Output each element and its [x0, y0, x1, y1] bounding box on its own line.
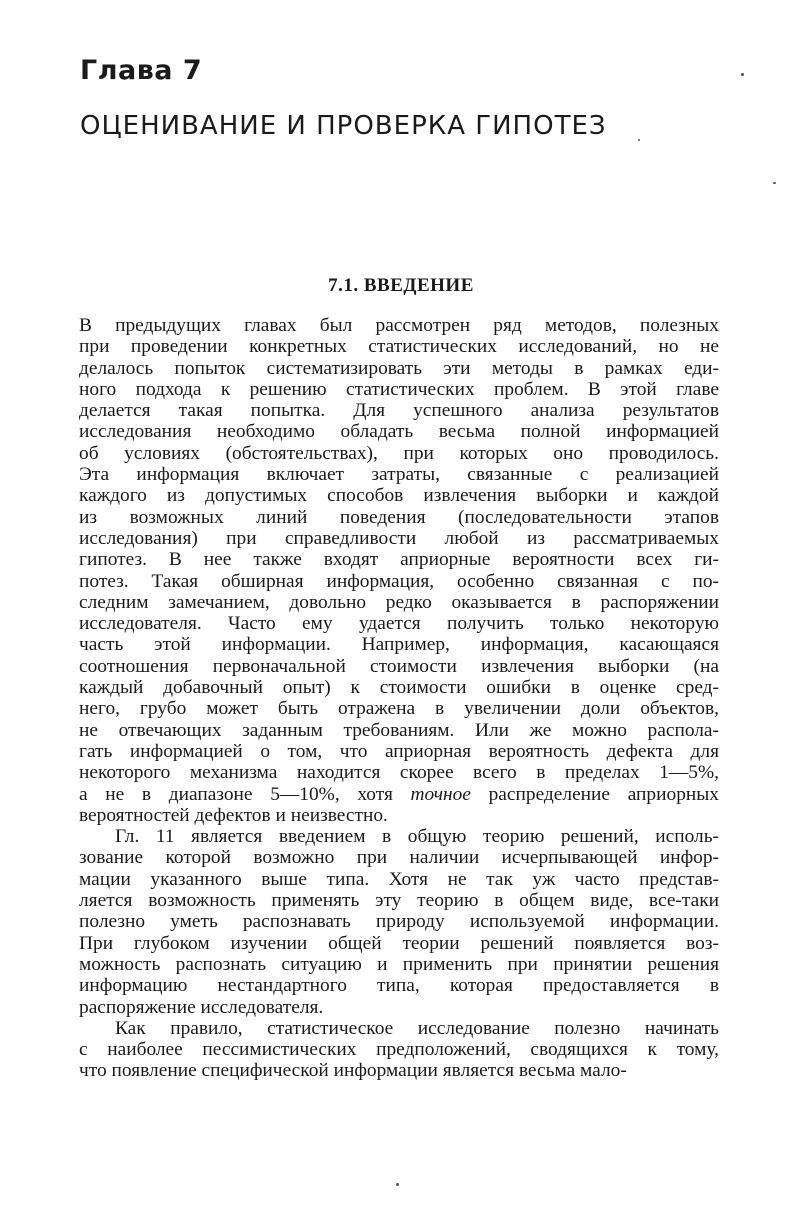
text-line: В предыдущих главах был рассмотрен ряд методов, полезных [79, 315, 719, 336]
text-line: не отвечающих заданным требованиям. Или же можно распола- [79, 719, 719, 741]
text-line: об условиях (обстоятельствах), при которых оно проводилось. [79, 442, 719, 464]
text-line: при проведении конкретных статистических исследований, но не [79, 336, 719, 358]
text-line: каждый добавочный опыт) к стоимости ошибки в оценке сред- [79, 677, 719, 699]
text-line: потез. Такая обширная информация, особенно связанная с по- [79, 570, 719, 592]
text-line: делалось попыток систематизировать эти методы в рамках еди- [79, 357, 719, 379]
text-line: исследователя. Часто ему удается получить только некоторую [79, 613, 719, 635]
scan-speck [638, 139, 640, 141]
text-line: мации указанного выше типа. Хотя не так уж часто представ- [79, 868, 719, 890]
text-line: что появление специфической информации является весьма мало- [79, 1060, 627, 1082]
text-line: гать информацией о том, что априорная вероятность дефекта для [79, 740, 719, 762]
text-line: ляется возможность применять эту теорию в общем виде, все-таки [79, 890, 719, 912]
text-line: делается такая попытка. Для успешного анализа результатов [79, 400, 719, 422]
scan-speck [396, 1183, 399, 1186]
chapter-title: ОЦЕНИВАНИЕ И ПРОВЕРКА ГИПОТЕЗ [80, 111, 607, 141]
text-line: из возможных линий поведения (последовательности этапов [79, 506, 719, 528]
text-line: При глубоком изучении общей теории решений появляется воз- [79, 932, 719, 954]
text-line: соотношения первоначальной стоимости извлечения выборки (на [79, 655, 719, 677]
text-line: некоторого механизма находится скорее всего в пределах 1—5%, [79, 762, 719, 784]
text-line: гипотез. В нее также входят априорные вероятности всех ги- [79, 549, 719, 571]
text-line: полезно уметь распознавать природу используемой информации. [79, 911, 719, 933]
scan-speck [773, 182, 776, 184]
text-line: Как правило, статистическое исследование полезно начинать [115, 1017, 719, 1039]
scan-speck [741, 73, 744, 76]
text-line: зование которой возможно при наличии исчерпывающей инфор- [79, 847, 719, 869]
text-line: исследования необходимо обладать весьма полной информацией [79, 421, 719, 443]
paragraph-3 [79, 1018, 719, 1082]
text-line: каждого из допустимых способов извлечения выборки и каждой [79, 485, 719, 507]
body-text [79, 315, 719, 1082]
text-line: исследования) при справедливости любой из рассматриваемых [79, 527, 719, 549]
section-title: 7.1. ВВЕДЕНИЕ [328, 275, 474, 296]
text-line: информацию нестандартного типа, которая предоставляется в [79, 975, 719, 997]
text-line: него, грубо может быть отражена в увеличении доли объектов, [79, 698, 719, 720]
text-line: распоряжение исследователя. [79, 996, 324, 1018]
text-line: вероятностей дефектов и неизвестно. [79, 804, 388, 826]
text-line: следним замечанием, довольно редко оказывается в распоряжении [79, 591, 719, 613]
text-line: Эта информация включает затраты, связанные с реализацией [79, 464, 719, 486]
text-line: ного подхода к решению статистических проблем. В этой главе [79, 378, 719, 400]
paragraph-2 [79, 826, 719, 1018]
text-line: можность распознать ситуацию и применить при принятии решения [79, 953, 719, 975]
paragraph-1 [79, 315, 719, 826]
text-line: с наиболее пессимистических предположений, сводящихся к тому, [79, 1039, 719, 1061]
chapter-label: Глава 7 [80, 55, 203, 86]
text-line: часть этой информации. Например, информация, касающаяся [79, 634, 719, 656]
text-line: а не в диапазоне 5—10%, хотя точное распределение априорных [79, 783, 719, 805]
text-line: Гл. 11 является введением в общую теорию решений, исполь- [115, 826, 719, 848]
